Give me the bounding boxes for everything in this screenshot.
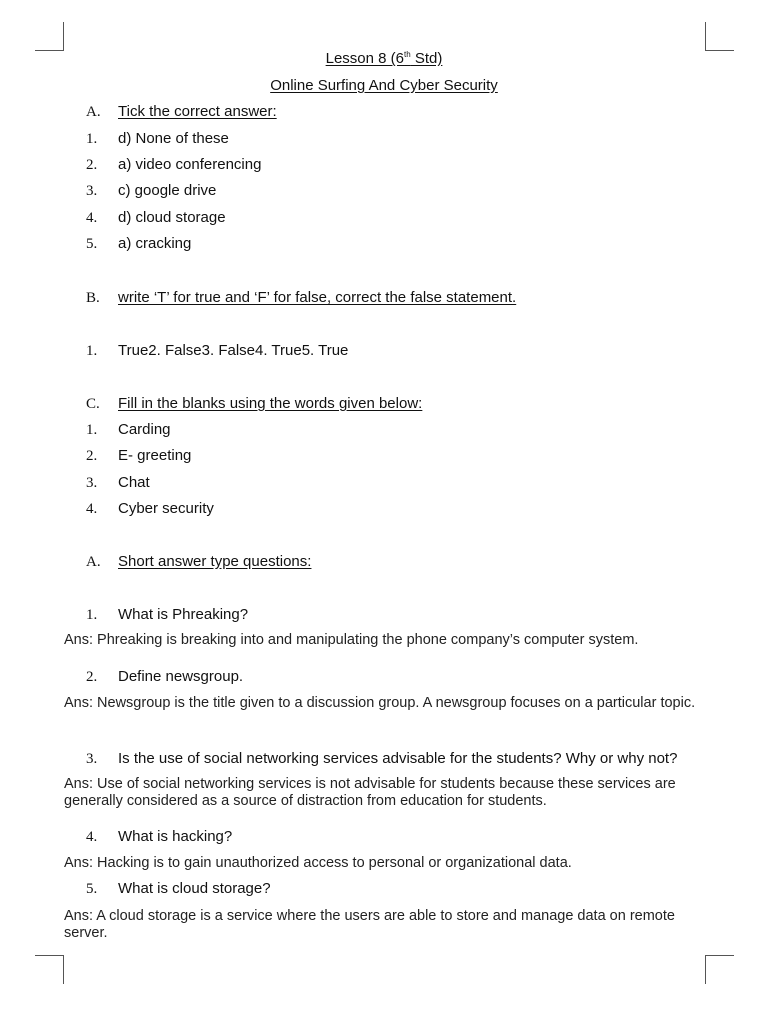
question-text: What is Phreaking? [118,606,249,623]
list-item-text: Cyber security [118,500,214,517]
lesson-title [0,50,768,68]
section-c-marker: C. [86,396,100,412]
crop-mark-bottom-right [705,955,734,984]
question-text: What is cloud storage? [118,880,271,897]
list-item-number: 5. [86,236,98,252]
lesson-title-suffix: Std) [410,50,443,67]
list-item-text: E- greeting [118,447,192,464]
section-a-heading: Tick the correct answer: [118,103,277,120]
section-b-heading: write ‘T’ for true and ‘F’ for false, correct the false statement. [118,289,517,306]
lesson-subtitle-text: Online Surfing And Cyber Security [270,77,498,94]
lesson-subtitle [0,77,768,95]
list-item-text: Carding [118,421,171,438]
question-number: 5. [86,881,98,897]
question-number: 2. [86,669,98,685]
list-item-text: Chat [118,474,150,491]
crop-mark-top-right [705,22,734,51]
answer-text: Ans: Hacking is to gain unauthorized access to personal or organizational data. [64,855,572,871]
list-item-number: 4. [86,501,98,517]
list-item-text: a) video conferencing [118,156,262,173]
crop-mark-top-left [35,22,64,51]
list-item-number: 2. [86,157,98,173]
list-item-text: d) cloud storage [118,209,226,226]
question-text: Define newsgroup. [118,668,244,685]
section-d-marker: A. [86,554,101,570]
question-text: Is the use of social networking services advisable for the students? Why or why not? [118,750,678,767]
list-item-text: True2. False3. False4. True5. True [118,342,349,359]
crop-mark-bottom-left [35,955,64,984]
list-item-number: 3. [86,183,98,199]
question-number: 1. [86,607,98,623]
answer-text: Ans: Phreaking is breaking into and manipulating the phone company’s computer system. [64,632,639,648]
list-item-number: 1. [86,343,98,359]
list-item-number: 1. [86,131,98,147]
list-item-number: 1. [86,422,98,438]
question-number: 4. [86,829,98,845]
answer-text: Ans: Newsgroup is the title given to a discussion group. A newsgroup focuses on a particular topic. [64,695,696,711]
answer-text: Ans: Use of social networking services is not advisable for students because these services are generally considered as a source of distraction from education for students. [64,776,676,809]
lesson-title-prefix: Lesson 8 (6 [325,50,405,67]
question-number: 3. [86,751,98,767]
section-c-heading: Fill in the blanks using the words given below: [118,395,423,412]
list-item-text: c) google drive [118,182,217,199]
lesson-title-sup: th [404,50,411,59]
answer-text: Ans: A cloud storage is a service where the users are able to store and manage data on remote server. [64,908,675,941]
list-item-number: 3. [86,475,98,491]
list-item-number: 2. [86,448,98,464]
list-item-text: a) cracking [118,235,192,252]
section-d-heading: Short answer type questions: [118,553,312,570]
list-item-number: 4. [86,210,98,226]
section-a-marker: A. [86,104,101,120]
section-b-marker: B. [86,290,100,306]
list-item-text: d) None of these [118,130,229,147]
question-text: What is hacking? [118,828,233,845]
